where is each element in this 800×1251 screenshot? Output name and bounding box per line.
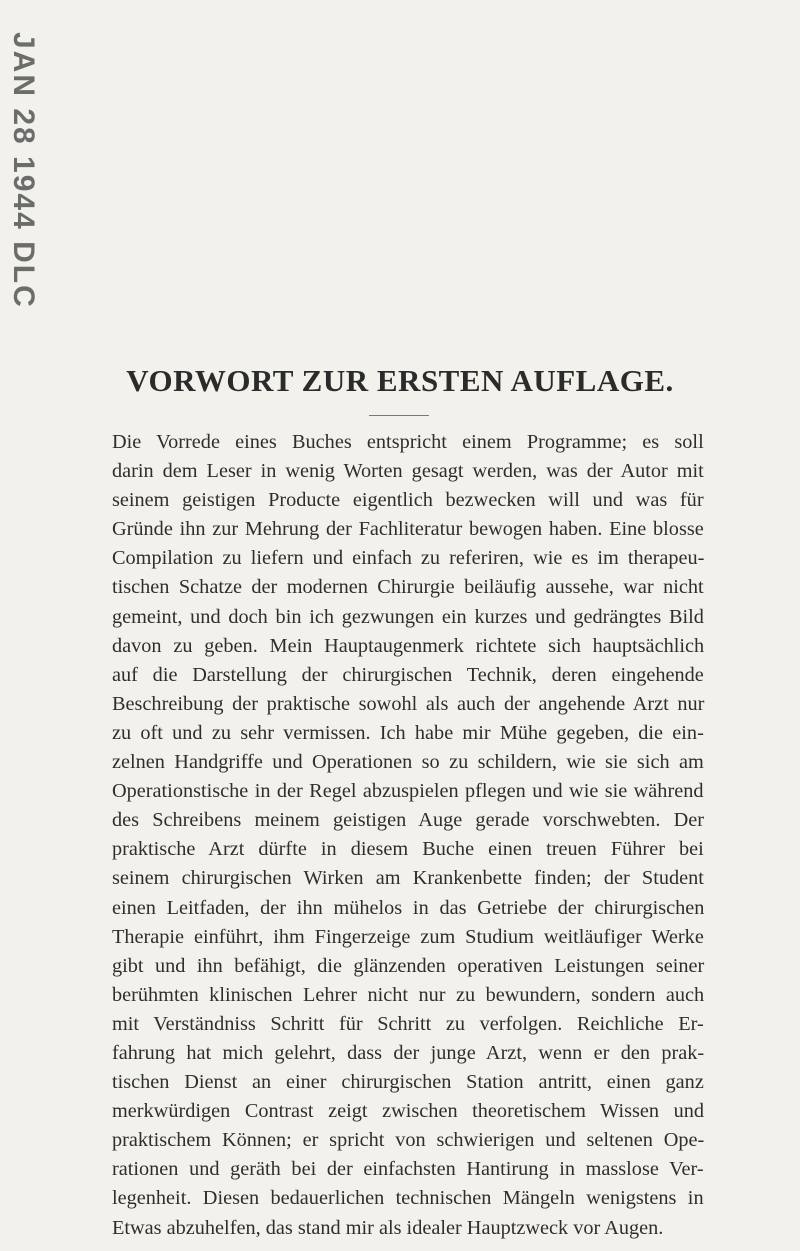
text-line: des Schreibens meinem geistigen Auge gerade vorschwebten. Der xyxy=(112,809,705,832)
text-line: tischen Dienst an einer chirurgischen Station antritt, einen ganz xyxy=(112,1071,704,1094)
text-line: praktischem Können; er spricht von schwierigen und seltenen Ope- xyxy=(112,1129,705,1152)
text-line: gemeint, und doch bin ich gezwungen ein kurzes und gedrängtes Bild xyxy=(112,605,704,628)
text-line: Compilation zu liefern und einfach zu referiren, wie es im therapeu- xyxy=(112,547,705,570)
text-line: legenheit. Diesen bedauerlichen technischen Mängeln wenigstens in xyxy=(112,1187,704,1210)
text-line: Etwas abzuhelfen, das stand mir als idealer Hauptzweck vor Augen. xyxy=(112,1216,664,1239)
text-line: gibt und ihn befähigt, die glänzenden operativen Leistungen seiner xyxy=(112,954,705,977)
title-divider xyxy=(369,415,429,416)
preface-paragraph xyxy=(112,428,704,1243)
text-line: mit Verständniss Schritt für Schritt zu verfolgen. Reichliche Er- xyxy=(112,1012,704,1035)
text-line: Beschreibung der praktische sowohl als auch der angehende Arzt nur xyxy=(112,692,705,715)
text-line: merkwürdigen Contrast zeigt zwischen theoretischem Wissen und xyxy=(112,1100,704,1123)
library-date-stamp xyxy=(6,32,40,309)
stamp-text: JAN 28 1944 DLC xyxy=(7,32,40,309)
text-line: seinem geistigen Producte eigentlich bezwecken will und was für xyxy=(112,489,704,512)
text-line: zu oft und zu sehr vermissen. Ich habe mir Mühe gegeben, die ein- xyxy=(112,721,704,744)
page-title: VORWORT ZUR ERSTEN AUFLAGE. xyxy=(126,363,674,398)
text-line: davon zu geben. Mein Hauptaugenmerk richtete sich hauptsächlich xyxy=(112,634,705,657)
text-line: Therapie einführt, ihm Fingerzeige zum Studium weitläufiger Werke xyxy=(112,925,704,948)
text-line: Gründe ihn zur Mehrung der Fachliteratur bewogen haben. Eine blosse xyxy=(112,518,704,541)
text-line: zelnen Handgriffe und Operationen so zu schildern, wie sie sich am xyxy=(112,751,704,774)
text-line: auf die Darstellung der chirurgischen Technik, deren eingehende xyxy=(112,663,704,686)
text-line: einen Leitfaden, der ihn mühelos in das Getriebe der chirurgischen xyxy=(112,896,705,919)
text-line: praktische Arzt dürfte in diesem Buche einen treuen Führer bei xyxy=(112,838,704,861)
text-line: tischen Schatze der modernen Chirurgie beiläufig aussehe, war nicht xyxy=(112,576,704,599)
text-line: Operationstische in der Regel abzuspielen pflegen und wie sie während xyxy=(112,780,704,803)
text-line: darin dem Leser in wenig Worten gesagt werden, was der Autor mit xyxy=(112,460,704,483)
text-line: rationen und geräth bei der einfachsten Hantirung in masslose Ver- xyxy=(112,1158,704,1181)
text-line: seinem chirurgischen Wirken am Krankenbette finden; der Student xyxy=(112,867,704,890)
text-line: berühmten klinischen Lehrer nicht nur zu bewundern, sondern auch xyxy=(112,983,705,1006)
text-line: Die Vorrede eines Buches entspricht einem Programme; es soll xyxy=(112,431,704,453)
text-line: fahrung hat mich gelehrt, dass der junge Arzt, wenn er den prak- xyxy=(112,1041,705,1064)
